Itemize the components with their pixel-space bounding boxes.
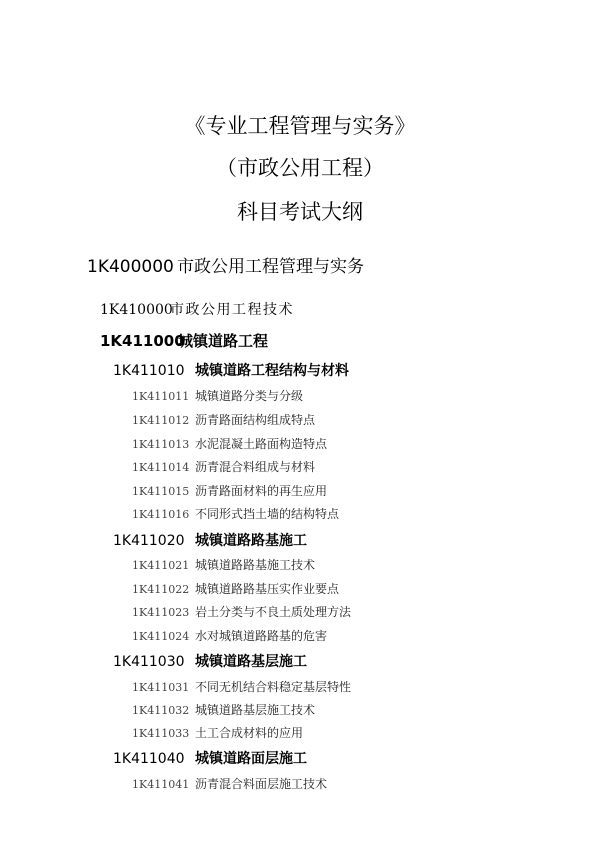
list-item — [132, 775, 327, 792]
item-code: 1K411012 — [132, 414, 190, 427]
item-text: 城镇道路分类与分级 — [195, 389, 304, 403]
level3-text: 城镇道路工程 — [178, 332, 269, 350]
item-code: 1K411032 — [132, 704, 190, 717]
item-code: 1K411016 — [132, 508, 190, 521]
section-text: 城镇道路工程结构与材料 — [195, 363, 349, 379]
item-text: 沥青混合料面层施工技术 — [195, 777, 328, 791]
section-text: 城镇道路路基施工 — [195, 533, 307, 549]
list-item — [132, 701, 315, 718]
item-text: 不同形式挡土墙的结构特点 — [195, 507, 340, 521]
section-heading — [113, 748, 307, 768]
list-item — [132, 411, 315, 428]
item-text: 城镇道路基层施工技术 — [195, 703, 316, 717]
section-code: 1K411040 — [113, 751, 185, 767]
level1-code: 1K400000 — [87, 257, 174, 277]
item-text: 水对城镇道路路基的危害 — [195, 629, 328, 643]
list-item — [132, 505, 339, 522]
section-code: 1K411020 — [113, 533, 185, 549]
level2-code: 1K410000 — [100, 302, 173, 318]
document-subtitle: （市政公用工程） — [216, 156, 384, 180]
list-item — [132, 458, 315, 475]
level2-text: 市政公用工程技术 — [170, 302, 294, 318]
item-text: 城镇道路路基施工技术 — [195, 558, 316, 572]
section-heading — [113, 360, 349, 380]
section-heading — [113, 651, 307, 671]
item-text: 岩土分类与不良土质处理方法 — [195, 605, 352, 619]
item-text: 不同无机结合料稳定基层特性 — [195, 680, 352, 694]
list-item — [132, 627, 327, 644]
item-text: 沥青路面材料的再生应用 — [195, 484, 328, 498]
item-text: 沥青路面结构组成特点 — [195, 413, 316, 427]
level3-code: 1K411000 — [100, 332, 185, 350]
list-item — [132, 556, 315, 573]
section-code: 1K411010 — [113, 363, 185, 379]
item-text: 城镇道路路基压实作业要点 — [195, 582, 340, 596]
list-item — [132, 678, 351, 695]
list-item — [132, 580, 339, 597]
list-item — [132, 724, 303, 741]
item-text: 沥青混合料组成与材料 — [195, 460, 316, 474]
item-code: 1K411015 — [132, 485, 190, 498]
item-code: 1K411033 — [132, 727, 190, 740]
document-heading: 科目考试大纲 — [237, 200, 363, 224]
list-item — [132, 603, 351, 620]
item-code: 1K411024 — [132, 630, 190, 643]
level1-text: 市政公用工程管理与实务 — [177, 257, 364, 277]
item-code: 1K411014 — [132, 461, 190, 474]
item-code: 1K411011 — [132, 390, 190, 403]
list-item — [132, 482, 327, 499]
item-code: 1K411023 — [132, 606, 190, 619]
document-title: 《专业工程管理与实务》 — [184, 114, 416, 138]
item-code: 1K411021 — [132, 559, 190, 572]
item-code: 1K411013 — [132, 438, 190, 451]
outline-level3 — [100, 330, 268, 351]
section-heading — [113, 530, 307, 550]
item-code: 1K411031 — [132, 681, 190, 694]
outline-level1 — [87, 252, 364, 277]
item-code: 1K411022 — [132, 583, 190, 596]
outline-level2 — [100, 299, 294, 319]
section-text: 城镇道路面层施工 — [195, 751, 307, 767]
list-item — [132, 435, 327, 452]
list-item — [132, 387, 303, 404]
section-text: 城镇道路基层施工 — [195, 654, 307, 670]
item-code: 1K411041 — [132, 778, 190, 791]
item-text: 土工合成材料的应用 — [195, 726, 304, 740]
item-text: 水泥混凝土路面构造特点 — [195, 437, 328, 451]
section-code: 1K411030 — [113, 654, 185, 670]
